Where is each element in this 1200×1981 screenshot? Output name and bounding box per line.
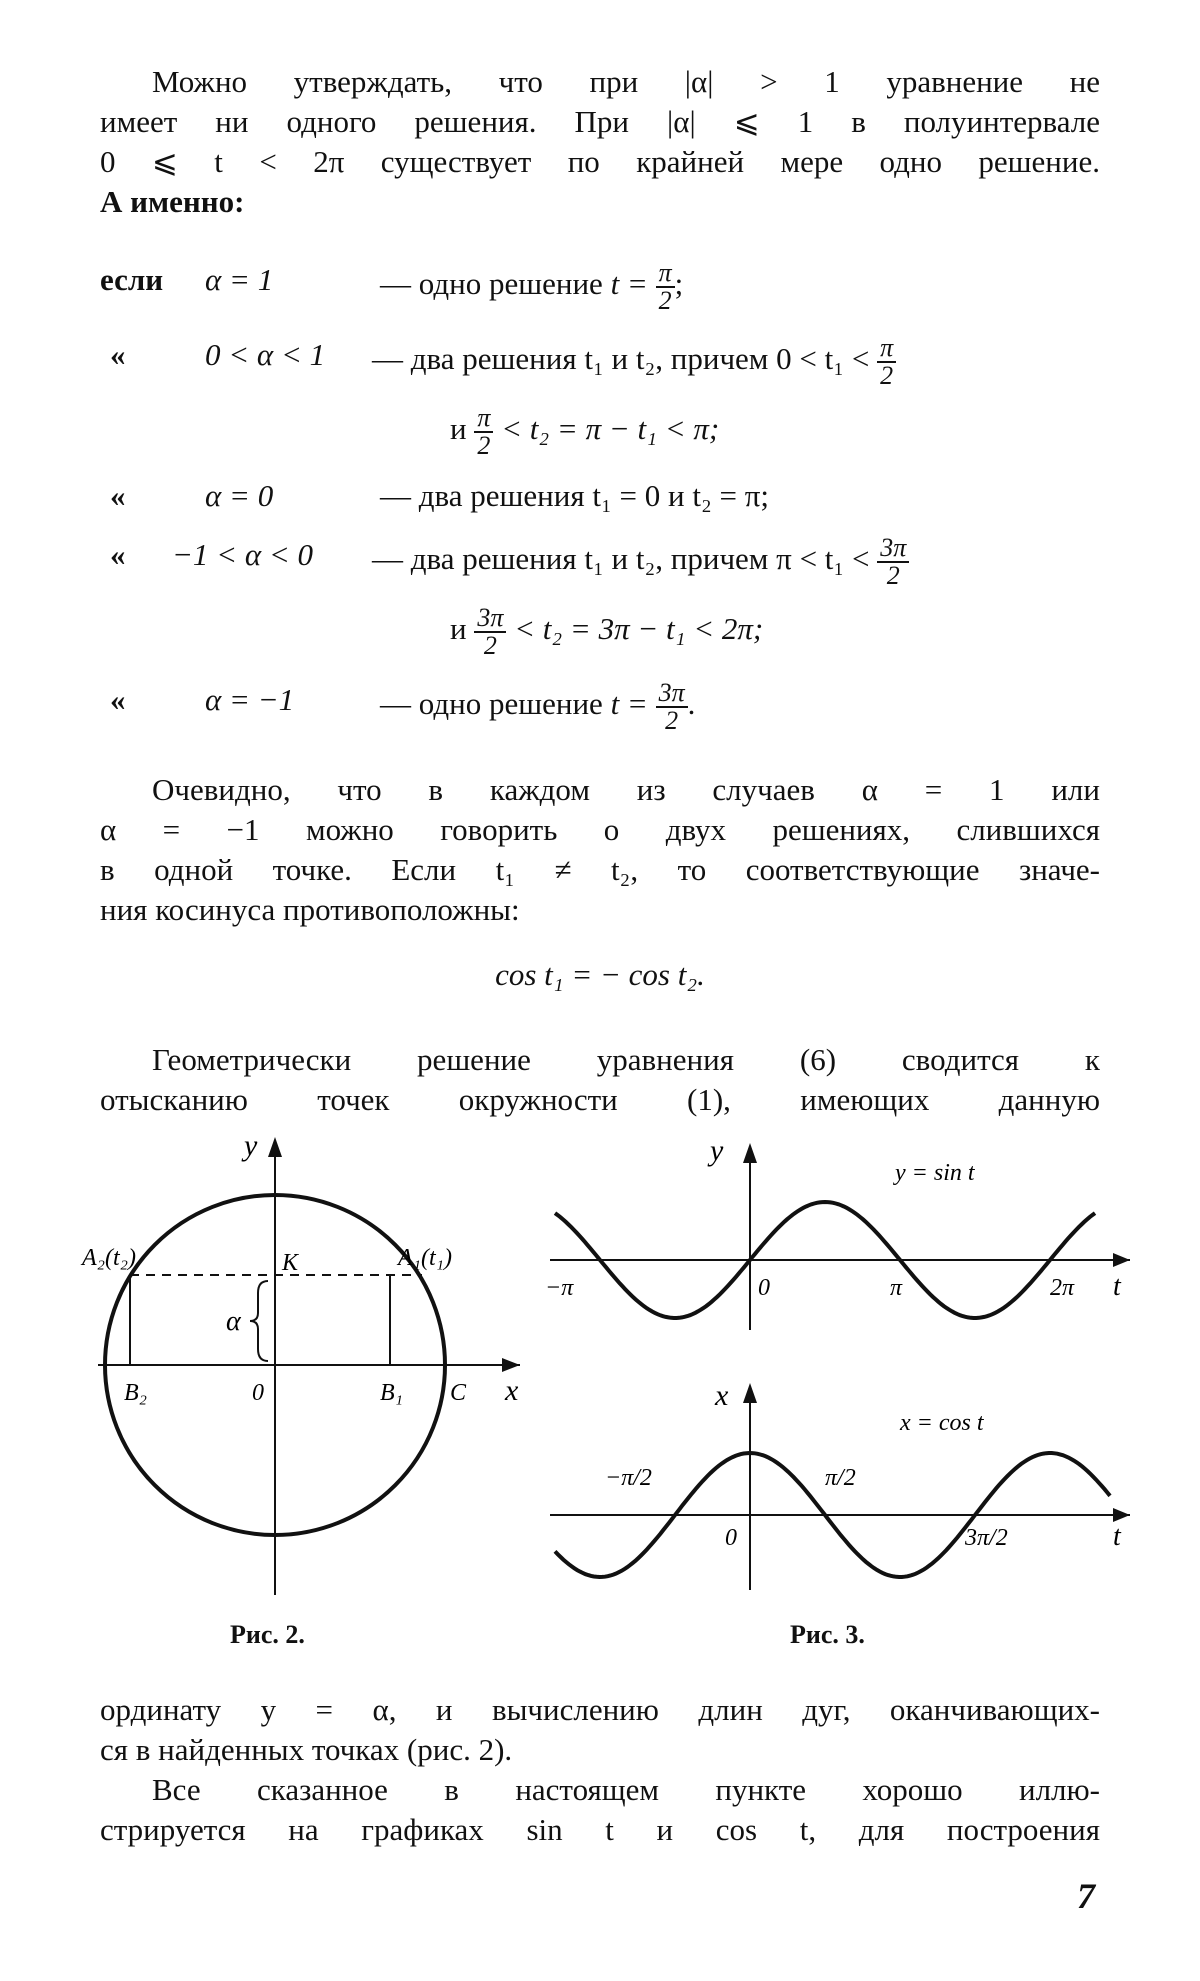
fraction-numerator: π (877, 335, 896, 363)
case-description (372, 535, 909, 589)
fraction (877, 335, 896, 389)
paragraph-graphs (100, 1770, 1100, 1850)
case-condition: α = −1 (205, 682, 295, 717)
case-lead: « (110, 478, 126, 513)
case-value: t = (610, 686, 648, 722)
alpha-brace (250, 1281, 268, 1361)
bottom-t-axis-label: t (1113, 1521, 1121, 1552)
tick-label: 2π (1050, 1275, 1075, 1301)
case-alpha-1 (0, 258, 1200, 315)
case-end: . (687, 686, 696, 722)
case-condition: α = 1 (205, 262, 274, 297)
case-value: t = (610, 266, 648, 302)
case-description (380, 260, 683, 314)
fraction-denominator: 2 (483, 631, 497, 660)
fraction-denominator: 2 (665, 706, 679, 735)
case-alpha-between-minus1-0-cont (450, 605, 763, 659)
tick-label: 0 (725, 1525, 737, 1551)
case-description (380, 680, 695, 734)
point-k-label: K (282, 1250, 299, 1276)
tick-label: −π/2 (605, 1465, 652, 1491)
text-line: в одной точке. Если t₁ ≠ t₂, то соответствующие значе- (100, 852, 1100, 887)
text-line: 0 ⩽ t < 2π существует по крайней мере одно решение. (100, 144, 1100, 179)
case-alpha-between-0-1-cont (450, 405, 719, 459)
point-b2-label: B₂ (124, 1380, 148, 1406)
case-lead: « (110, 682, 126, 717)
case-lead: « (110, 537, 126, 572)
text-line: Все сказанное в настоящем пункте хорошо иллю- (152, 1772, 1100, 1807)
case-text: — два решения t₁ = 0 и t₂ = π; (380, 478, 769, 513)
text-line: А именно: (100, 184, 245, 219)
case-text: и (450, 611, 467, 647)
case-text: и (450, 411, 467, 447)
case-alpha-minus-1 (0, 678, 1200, 735)
x-axis-label: x (505, 1374, 519, 1407)
tick-label: π (890, 1275, 903, 1301)
bottom-t-axis-arrow-icon (1113, 1508, 1130, 1522)
tick-label: 0 (758, 1275, 770, 1301)
origin-label: 0 (252, 1380, 264, 1406)
fraction (474, 405, 493, 459)
tick-label: π/2 (825, 1465, 856, 1491)
top-t-axis-label: t (1113, 1271, 1121, 1302)
case-text: — два решения t₁ и t₂, причем π < t₁ < (372, 541, 870, 577)
fraction-denominator: 2 (880, 361, 894, 390)
fraction-numerator: π (474, 405, 493, 433)
y-axis-arrow-icon (268, 1137, 282, 1157)
point-b1-label: B₁ (380, 1380, 404, 1406)
fraction (877, 535, 909, 589)
text-line: отысканию точек окружности (1), имеющих данную (100, 1082, 1100, 1117)
top-y-axis-arrow-icon (743, 1143, 757, 1163)
case-alpha-between-minus1-0 (0, 533, 1200, 590)
fraction-numerator: 3π (656, 680, 688, 708)
fraction (474, 605, 506, 659)
case-lead: если (100, 262, 164, 297)
figure-3-caption: Рис. 3. (790, 1620, 865, 1649)
tick-label: 3π/2 (965, 1525, 1008, 1551)
figure-3-sine-cosine-graphs (545, 1125, 1135, 1605)
figure-2-caption: Рис. 2. (230, 1620, 305, 1649)
case-text: < t₂ = 3π − t₁ < 2π; (514, 611, 764, 647)
cosine-title: x = cos t (900, 1410, 984, 1436)
case-text: — одно решение (380, 266, 603, 302)
case-alpha-between-0-1 (0, 333, 1200, 390)
figure-2-unit-circle (80, 1125, 540, 1595)
paragraph-observation (100, 770, 1100, 930)
point-c-label: C (450, 1380, 467, 1406)
text-line: ся в найденных точках (рис. 2). (100, 1732, 513, 1767)
text-line: Очевидно, что в каждом из случаев α = 1 или (152, 772, 1100, 807)
text-line: α = −1 можно говорить о двух решениях, слившихся (100, 812, 1100, 847)
text-line: Можно утверждать, что при |α| > 1 уравнение не (152, 64, 1100, 99)
fraction-denominator: 2 (658, 286, 672, 315)
bottom-x-axis-arrow-icon (743, 1383, 757, 1403)
text-line: ния косинуса противоположны: (100, 892, 520, 927)
paragraph-geometry (100, 1040, 1100, 1120)
alpha-label: α (226, 1306, 241, 1337)
paragraph-intro (100, 62, 1100, 222)
x-axis-arrow-icon (502, 1358, 520, 1372)
paragraph-ordinate (100, 1690, 1100, 1770)
case-text: < t₂ = π − t₁ < π; (501, 411, 720, 447)
case-condition: −1 < α < 0 (172, 537, 314, 572)
case-lead: « (110, 337, 126, 372)
bottom-x-axis-label: x (715, 1379, 729, 1412)
top-t-axis-arrow-icon (1113, 1253, 1130, 1267)
text-line: Геометрически решение уравнения (6) сводится к (152, 1042, 1100, 1077)
point-a2-label: A₂(t₂) (82, 1245, 136, 1271)
case-text: — одно решение (380, 686, 603, 722)
case-condition: 0 < α < 1 (205, 337, 326, 372)
fraction (656, 260, 675, 314)
fraction-numerator: 3π (474, 605, 506, 633)
fraction-denominator: 2 (477, 431, 491, 460)
case-end: ; (674, 266, 684, 302)
fraction (656, 680, 688, 734)
fraction-denominator: 2 (886, 561, 900, 590)
fraction-numerator: 3π (877, 535, 909, 563)
case-description (372, 335, 896, 389)
sine-title: y = sin t (895, 1160, 975, 1186)
tick-label: −π (545, 1275, 574, 1301)
y-axis-label: y (244, 1129, 258, 1162)
page-number: 7 (1077, 1876, 1095, 1916)
case-condition: α = 0 (205, 478, 274, 513)
text-line: ординату y = α, и вычислению длин дуг, оканчивающих- (100, 1692, 1100, 1727)
case-text: — два решения t₁ и t₂, причем 0 < t₁ < (372, 341, 870, 377)
text-line: имеет ни одного решения. При |α| ⩽ 1 в полуинтервале (100, 104, 1100, 139)
top-y-axis-label: y (710, 1134, 724, 1167)
point-a1-label: A₁(t₁) (398, 1245, 452, 1271)
cosine-equation: cos t₁ = − cos t₂. (495, 957, 705, 992)
text-line: стрируется на графиках sin t и cos t, для построения (100, 1812, 1100, 1847)
fraction-numerator: π (656, 260, 675, 288)
